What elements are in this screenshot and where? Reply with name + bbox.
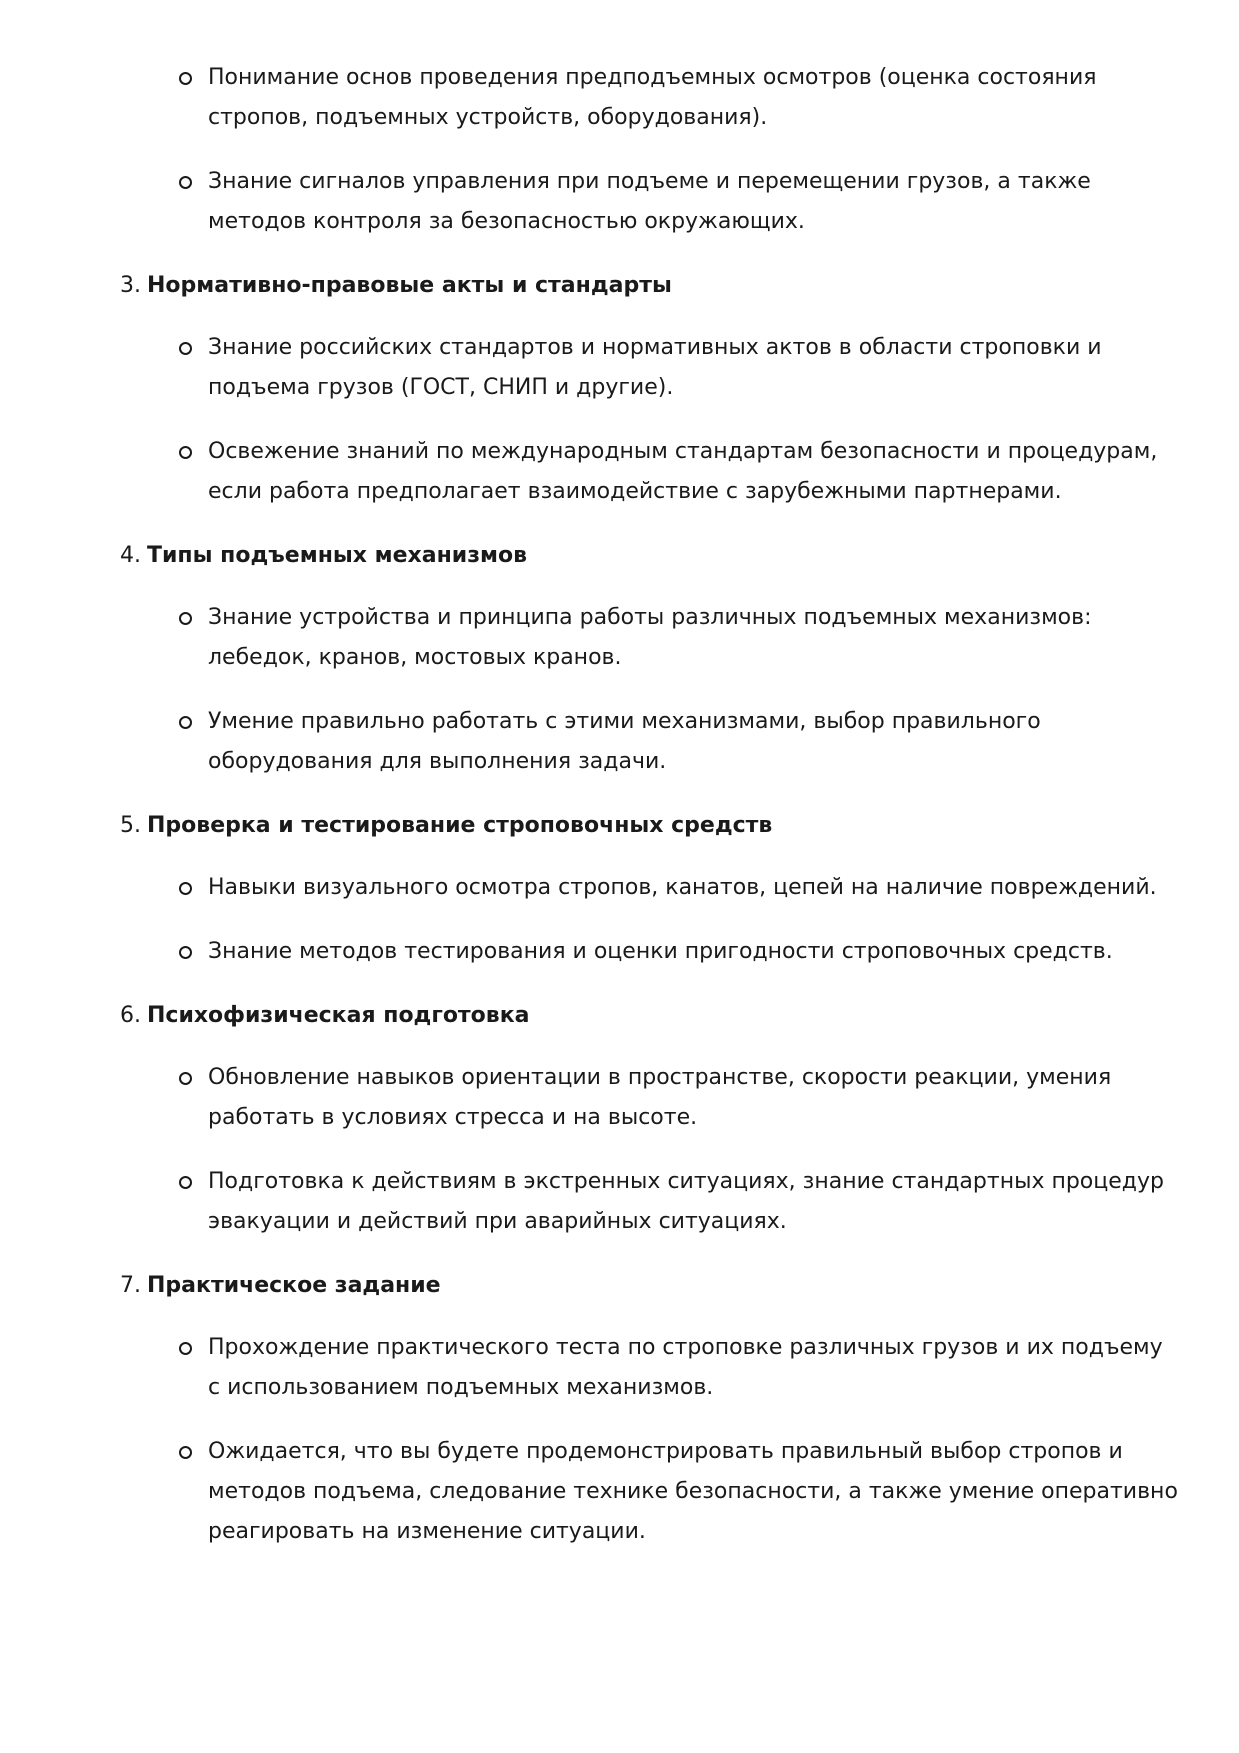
hollow-circle-bullet-icon	[179, 1446, 192, 1459]
hollow-circle-bullet-icon	[179, 446, 192, 459]
list-item	[120, 932, 1179, 972]
bullet-list	[120, 1328, 1179, 1552]
hollow-circle-bullet-icon	[179, 882, 192, 895]
list-item	[120, 598, 1179, 678]
bullet-list	[120, 1058, 1179, 1242]
hollow-circle-bullet-icon	[179, 612, 192, 625]
hollow-circle-bullet-icon	[179, 72, 192, 85]
list-item	[120, 868, 1179, 908]
list-item-text: Обновление навыков ориентации в пространстве, скорости реакции, умения работать в условиях стресса и на высоте.	[208, 1065, 1112, 1130]
hollow-circle-bullet-icon	[179, 1072, 192, 1085]
bullet-list	[120, 868, 1179, 972]
list-item-text: Навыки визуального осмотра стропов, канатов, цепей на наличие повреждений.	[208, 875, 1157, 900]
list-item-text: Подготовка к действиям в экстренных ситуациях, знание стандартных процедур эвакуации и действий при аварийных ситуациях.	[208, 1169, 1164, 1234]
hollow-circle-bullet-icon	[179, 946, 192, 959]
hollow-circle-bullet-icon	[179, 342, 192, 355]
section-heading	[120, 806, 1179, 846]
section-number: 4.	[120, 543, 141, 568]
list-item	[120, 1432, 1179, 1552]
section-heading	[120, 266, 1179, 306]
list-item	[120, 702, 1179, 782]
list-item	[120, 162, 1179, 242]
hollow-circle-bullet-icon	[179, 1176, 192, 1189]
list-item-text: Освежение знаний по международным стандартам безопасности и процедурам, если работа предполагает взаимодействие с зарубежными партнерами.	[208, 439, 1158, 504]
section-3	[120, 266, 1179, 512]
list-item-text: Знание российских стандартов и нормативных актов в области строповки и подъема грузов (ГОСТ, СНИП и другие).	[208, 335, 1102, 400]
hollow-circle-bullet-icon	[179, 716, 192, 729]
section-number: 7.	[120, 1273, 141, 1298]
section-number: 5.	[120, 813, 141, 838]
hollow-circle-bullet-icon	[179, 1342, 192, 1355]
list-item-text: Умение правильно работать с этими механизмами, выбор правильного оборудования для выполнения задачи.	[208, 709, 1041, 774]
bullet-list	[120, 328, 1179, 512]
section-number: 3.	[120, 273, 141, 298]
list-item	[120, 58, 1179, 138]
list-item-text: Знание устройства и принципа работы различных подъемных механизмов: лебедок, кранов, мостовых кранов.	[208, 605, 1092, 670]
list-item	[120, 1328, 1179, 1408]
section-heading	[120, 536, 1179, 576]
section-heading	[120, 996, 1179, 1036]
bullet-list	[120, 598, 1179, 782]
section-title: Практическое задание	[147, 1273, 441, 1298]
section-title: Психофизическая подготовка	[147, 1003, 530, 1028]
list-item	[120, 432, 1179, 512]
section-title: Проверка и тестирование строповочных средств	[147, 813, 773, 838]
list-item	[120, 328, 1179, 408]
section-7	[120, 1266, 1179, 1552]
section-4	[120, 536, 1179, 782]
section-6	[120, 996, 1179, 1242]
hollow-circle-bullet-icon	[179, 176, 192, 189]
list-item-text: Знание сигналов управления при подъеме и перемещении грузов, а также методов контроля за безопасностью окружающих.	[208, 169, 1091, 234]
section-heading	[120, 1266, 1179, 1306]
list-item	[120, 1162, 1179, 1242]
list-item-text: Прохождение практического теста по строповке различных грузов и их подъему с использованием подъемных механизмов.	[208, 1335, 1163, 1400]
section-number: 6.	[120, 1003, 141, 1028]
section-title: Нормативно-правовые акты и стандарты	[147, 273, 672, 298]
section-title: Типы подъемных механизмов	[147, 543, 527, 568]
list-item	[120, 1058, 1179, 1138]
section-5	[120, 806, 1179, 972]
list-item-text: Понимание основ проведения предподъемных осмотров (оценка состояния стропов, подъемных устройств, оборудования).	[208, 65, 1097, 130]
list-item-text: Знание методов тестирования и оценки пригодности строповочных средств.	[208, 939, 1113, 964]
list-item-text: Ожидается, что вы будете продемонстрировать правильный выбор стропов и методов подъема, следование технике безопасности, а также умение оперативно реагировать на изменение ситуации.	[208, 1439, 1178, 1544]
continued-bullet-list	[120, 58, 1179, 242]
